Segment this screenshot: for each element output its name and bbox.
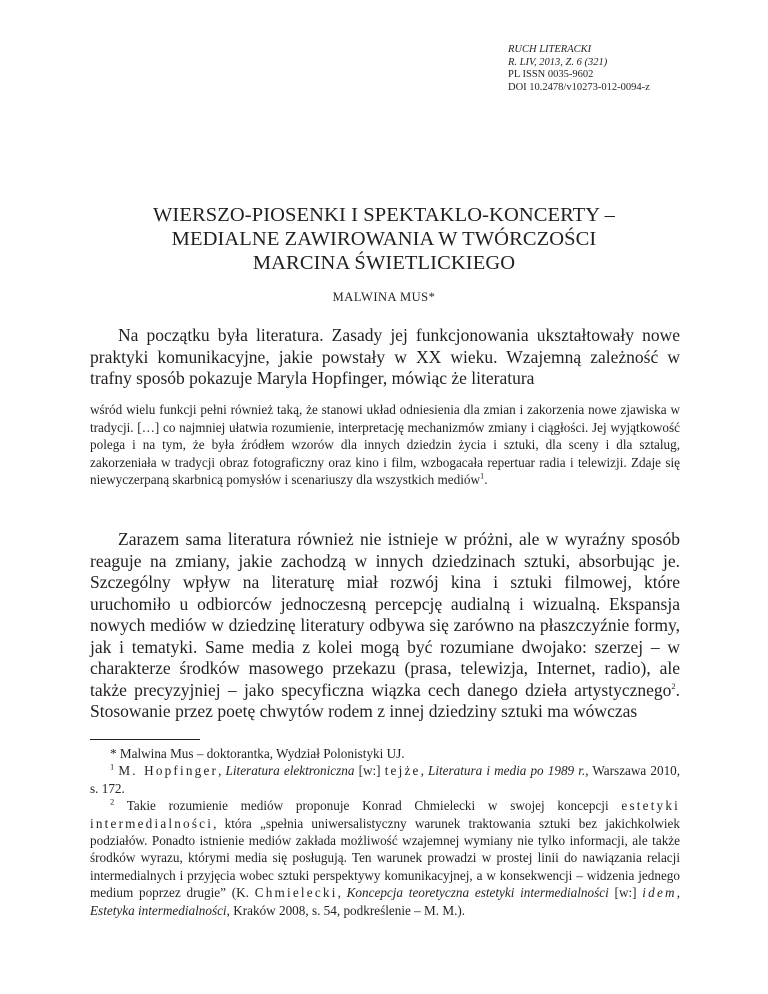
title-line: WIERSZO-PIOSENKI I SPEKTAKLO-KONCERTY – [152,204,616,226]
title-line: MEDIALNE ZAWIROWANIA W TWÓRCZOŚCI [171,228,597,250]
paragraph-main: Zarazem sama literatura również nie istnieje w próżni, ale w wyraźny sposób reaguje na zmiany, jakie zachodzą w innych dziedzinach sztuki, absorbując je. Szczególny wpływ na literaturę miał rozwój kina i sztuki filmowej, które uruchomiło u odbiorców jednoczesną percepcję audialną i wizualną. Ekspansja nowych mediów w dziedzinę literatury odbywa się zarówno na płaszczyźnie formy, jak i tematyki. Same media z kolei mogą być rozumiane dwojako: szerzej – w charakterze środków masowego przekazu (prasa, telewizja, Internet, radio), ale także precyzyjniej – jako specyficzna wiązka cech danego dzieła artystycznego$^2$. Stosowanie przez poetę chwytów rodem z innej dziedziny sztuki ma wówczas [90,529,680,721]
title-line: MARCINA ŚWIETLICKIEGO [252,252,516,274]
paragraph-text-end: Stosowanie przez poetę chwytów rodem z innej dziedziny sztuki ma wówczas [90,701,638,721]
article-title [110,203,658,275]
paragraph-text: Na początku była literatura. Zasady jej funkcjonowania ukształtowały nowe praktyki komunikacyjne, jakie powstały w XX wieku. Wzajemną zależność w trafny sposób pokazuje Maryla Hopfinger, mówiąc że literatura [90,325,680,388]
journal-doi: DOI 10.2478/v10273-012-0094-z [508,81,650,93]
footnote-ref-2[interactable]: 2 [671,680,676,691]
block-quote: wśród wielu funkcji pełni również taką, że stanowi układ odniesienia dla zmian i zakorzenia nowe zjawiska w tradycji. […] co najmniej ułatwia rozumienie, interpretację mechanizmów zmiany i ciągłości. Jej wyjątkowość polega i na tym, że była źródłem wzorów dla innych dziedzin życia i sztuki, dla sceny i dla sztalug, zakorzeniała w tradycji obraz fotograficzny oraz kino i film, wzbogacała repertuar radia i telewizji. Zdaje się niewyczerpaną skarbnicą pomysłów i scenariuszy dla wszystkich mediów$^1$. [90,402,680,488]
journal-name: RUCH LITERACKI [508,44,592,55]
footnote-1: $^1$ M. Hopfinger, Literatura elektroniczna [w:] tejże, Literatura i media po 1989 r., Warszawa 2010, s. 172. [90,762,681,796]
footnote-2: $^2$ Takie rozumienie mediów proponuje Konrad Chmielecki w swojej koncepcji estetyki intermedialności, która „spełnia uniwersalistyczny warunek traktowania sztuki bez jakichkolwiek podziałów. Ponadto istnienie mediów zakłada możliwość wzajemnej wymiany nie tylko informacji, ale także środków wyrazu, którymi media się posługują. Ten warunek prowadzi w prostej linii do nawiązania relacji intermedialnych i przyjęcia wobec sztuki perspektywy komunikacyjnej, a w konsekwencji – widzenia jednego medium poprzez drugie” (K. Chmielecki, Koncepcja teoretyczna estetyki intermedialności [w:] idem, Estetyka intermedialności, Kraków 2008, s. 54, podkreślenie – M. M.). [90,796,681,918]
footnote-star: * Malwina Mus – doktorantka, Wydział Polonistyki UJ. [110,746,405,761]
journal-header [508,44,650,94]
footnotes [90,745,680,919]
journal-volume: R. LIV, 2013, Z. 6 (321) [508,56,608,68]
quote-text: wśród wielu funkcji pełni również taką, że stanowi układ odniesienia dla zmian i zakorzenia nowe zjawiska w tradycji. […] co najmniej ułatwia rozumienie, interpretację mechanizmów zmiany i ciągłości. Jej wyjątkowość polega i na tym, że była źródłem wzorów dla innych dziedzin życia i sztuki, dla sceny i dla sztalug, zakorzeniała w tradycji obraz fotograficzny oraz kino i film, wzbogacała repertuar radia i telewizji. Zdaje się niewyczerpaną skarbnicą pomysłów i scenariuszy dla wszystkich mediów [90,402,680,488]
article-author: MALWINA MUS* [332,290,436,304]
journal-issn: PL ISSN 0035-9602 [508,69,594,80]
paragraph-intro [90,325,680,390]
footnote-divider [90,739,200,740]
paragraph-text: Zarazem sama literatura również nie istnieje w próżni, ale w wyraźny sposób reaguje na zmiany, jakie zachodzą w innych dziedzinach sztuki, absorbując je. Szczególny wpływ na literaturę miał rozwój kina i sztuki filmowej, które uruchomiło u odbiorców jednoczesną percepcję audialną i wizualną. Ekspansja nowych mediów w dziedzinę literatury odbywa się zarówno na płaszczyźnie formy, jak i tematyki. Same media z kolei mogą być rozumiane dwojako: szerzej – w charakterze środków masowego przekazu (prasa, telewizja, Internet, radio), ale także precyzyjniej – jako specyficzna wiązka cech danego dzieła artystycznego [90,529,680,700]
footnote-ref-1[interactable]: 1 [480,470,485,481]
